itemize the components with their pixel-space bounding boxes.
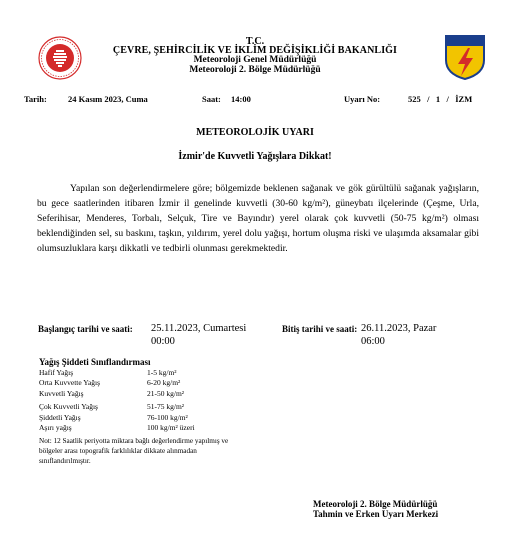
intensity-name: Çok Kuvvetli Yağış — [39, 402, 98, 411]
intensity-name: Orta Kuvvette Yağış — [39, 378, 101, 387]
start-datetime-value: 25.11.2023, Cumartesi 00:00 — [151, 323, 247, 347]
header-directorate: Meteoroloji Genel Müdürlüğü — [193, 55, 317, 65]
header-regional-directorate: Meteoroloji 2. Bölge Müdürlüğü — [189, 65, 321, 75]
header-line-tc: T.C. — [245, 36, 265, 47]
intensity-name: Hafif Yağış — [39, 368, 74, 377]
time-label: Saat: — [202, 94, 221, 104]
warning-number-label: Uyarı No: — [344, 94, 381, 104]
footer-center: Tahmin ve Erken Uyarı Merkezi — [313, 509, 439, 519]
time-value: 14:00 — [231, 94, 251, 104]
end-datetime-value: 26.11.2023, Pazar 06:00 — [361, 323, 437, 347]
intensity-name: Aşırı yağış — [39, 423, 72, 432]
intensity-name: Kuvvetli Yağış — [39, 389, 84, 398]
intensity-value: 100 kg/m² üzeri — [147, 423, 195, 432]
date-label: Tarih: — [24, 94, 47, 104]
intensity-value: 1-5 kg/m² — [147, 368, 177, 377]
footer-issuer: Meteoroloji 2. Bölge Müdürlüğü — [313, 499, 438, 509]
warning-headline: İzmir'de Kuvvetli Yağışlara Dikkat! — [178, 151, 332, 162]
start-datetime-label: Başlangıç tarihi ve saati: — [38, 324, 133, 334]
classification-note: Not: 12 Saatlik periyotta miktara bağlı değerlendirme yapılmış ve bölgeler arası topografik farklılıklar dikkate alınmadan sınıflandırılmıştır. — [39, 437, 229, 465]
classification-title: Yağış Şiddeti Sınıflandırması — [39, 357, 151, 367]
intensity-name: Şiddetli Yağış — [39, 413, 81, 422]
date-value: 24 Kasım 2023, Cuma — [68, 94, 148, 104]
header-ministry-name: ÇEVRE, ŞEHİRCİLİK VE İKLİM DEĞİŞİKLİĞİ BAKANLIĞI — [112, 45, 398, 56]
intensity-value: 51-75 kg/m² — [147, 402, 185, 411]
warning-number-value: 525 / 1 / İZM — [408, 94, 473, 104]
intensity-value: 21-50 kg/m² — [147, 389, 185, 398]
warning-body-paragraph: Yapılan son değerlendirmelere göre; bölgemizde beklenen sağanak ve gök gürültülü sağanak yağışların, bu gece saatlerinden itibaren İzmir il genelinde kuvvetli (30-60 kg/m²), güneybatı ilçelerinde (Çeşme, Urla, Seferihisar, Menderes, Torbalı, Selçuk, Tire ve Bayındır) yerel olarak çok kuvvetli (50-75 kg/m²) olması beklendiğinden sel, su baskını, taşkın, yıldırım, yerel dolu yağışı, hortum oluşma riski ve ulaşımda aksamalar gibi olumsuzluklara karşı dikkatli ve tedbirli olunması gerekmektedir. — [37, 183, 479, 254]
intensity-value: 76-100 kg/m² — [147, 413, 188, 422]
end-datetime-label: Bitiş tarihi ve saati: — [282, 324, 358, 334]
intensity-value: 6-20 kg/m² — [147, 378, 181, 387]
document-title: METEOROLOJİK UYARI — [196, 127, 314, 138]
